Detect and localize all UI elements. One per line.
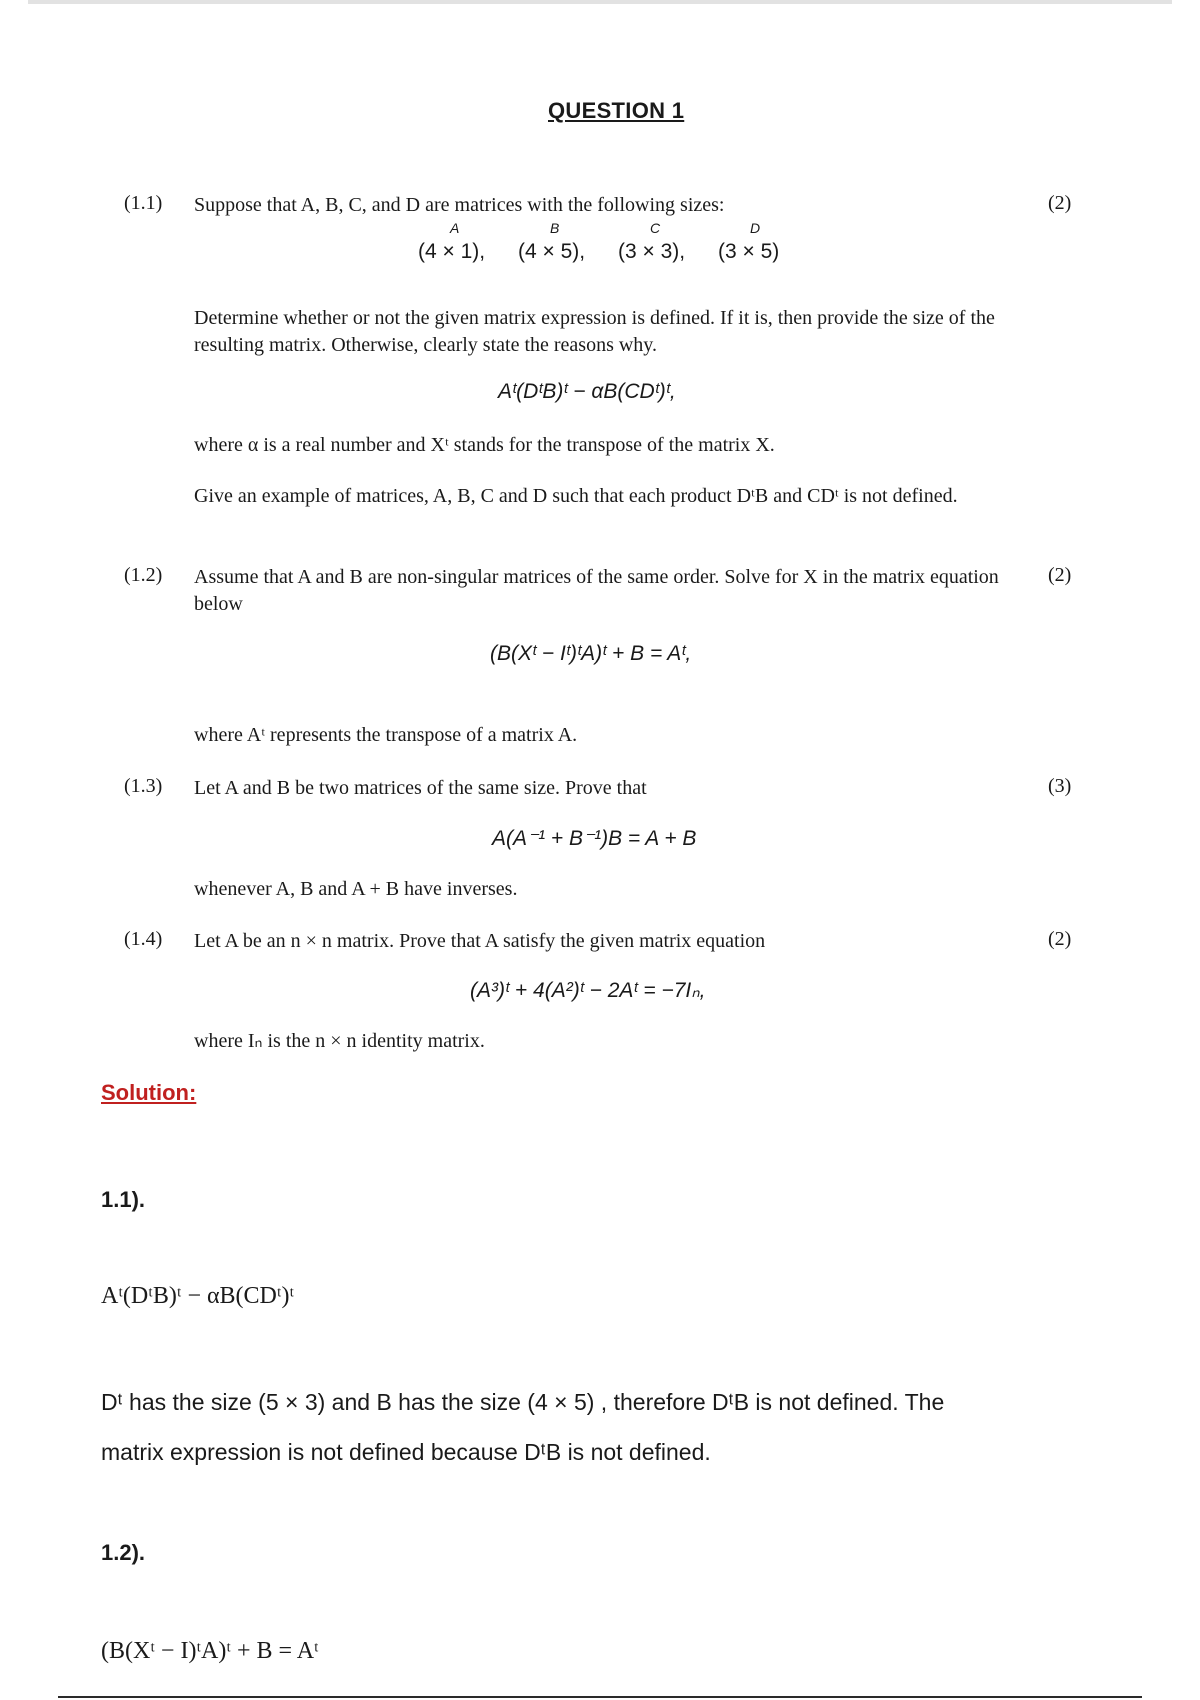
solution-1-1-line1: Dᵗ has the size (5 × 3) and B has the size (4 × 5) , therefore DᵗB is not defined. The [101, 1389, 945, 1415]
q1-2-number: (1.2) [124, 564, 163, 586]
q1-4-equation: (A³)ᵗ + 4(A²)ᵗ − 2Aᵗ = −7Iₙ, [470, 979, 706, 1002]
solution-1-2-label: 1.2). [101, 1540, 146, 1565]
top-border [28, 0, 1172, 4]
size-a-dims: (4 × 1), [418, 240, 486, 263]
q1-2-equation: (B(Xᵗ − Iᵗ)ᵗA)ᵗ + B = Aᵗ, [490, 642, 692, 665]
size-c [618, 220, 686, 264]
solution-1-1-label: 1.1). [101, 1187, 146, 1212]
q1-3-equation: A(A⁻¹ + B⁻¹)B = A + B [492, 827, 697, 850]
size-c-label: C [650, 220, 661, 236]
size-b [518, 220, 586, 264]
solution-1-1-line2: matrix expression is not defined because DᵗB is not defined. [101, 1439, 711, 1465]
q1-2-text: Assume that A and B are non-singular matrices of the same order. Solve for X in the matrix equation below [194, 566, 999, 615]
size-d-label: D [750, 220, 761, 236]
size-b-dims: (4 × 5), [518, 240, 586, 263]
size-d-dims: (3 × 5) [718, 240, 780, 263]
solution-1-1-expression: Aᵗ(DᵗB)ᵗ − αB(CDᵗ)ᵗ [101, 1283, 295, 1309]
q1-2-marks: (2) [1048, 564, 1072, 586]
solution-heading: Solution: [101, 1080, 197, 1105]
size-a-label: A [450, 220, 460, 236]
q1-1-where: where α is a real number and Xᵗ stands for the transpose of the matrix X. [194, 434, 775, 456]
size-b-label: B [550, 220, 560, 236]
q1-4-where: where Iₙ is the n × n identity matrix. [194, 1030, 485, 1052]
q1-4-text: Let A be an n × n matrix. Prove that A satisfy the given matrix equation [194, 930, 766, 952]
matrix-sizes [0, 220, 1200, 280]
q1-2-where: where Aᵗ represents the transpose of a matrix A. [194, 724, 578, 746]
q1-1-intro: Suppose that A, B, C, and D are matrices with the following sizes: [194, 194, 725, 216]
q1-3-where: whenever A, B and A + B have inverses. [194, 878, 518, 900]
size-a [418, 220, 486, 264]
q1-1-expression: Aᵗ(DᵗB)ᵗ − αB(CDᵗ)ᵗ, [498, 380, 676, 403]
size-d [718, 220, 780, 264]
bottom-rule [58, 1696, 1142, 1698]
q1-3-text: Let A and B be two matrices of the same size. Prove that [194, 777, 647, 799]
solution-1-2-expression: (B(Xᵗ − I)ᵗA)ᵗ + B = Aᵗ [101, 1638, 319, 1664]
size-c-dims: (3 × 3), [618, 240, 686, 263]
q1-1-instruction: Determine whether or not the given matrix expression is defined. If it is, then provide the size of the resulting matrix. Otherwise, clearly state the reasons why. [194, 307, 995, 356]
q1-4-marks: (2) [1048, 928, 1072, 950]
q1-3-number: (1.3) [124, 775, 163, 797]
q1-4-number: (1.4) [124, 928, 163, 950]
page-title: QUESTION 1 [548, 98, 685, 123]
q1-1-number: (1.1) [124, 192, 163, 214]
q1-1-example: Give an example of matrices, A, B, C and D such that each product DᵗB and CDᵗ is not defined. [194, 485, 958, 507]
q1-1-marks: (2) [1048, 192, 1072, 214]
q1-3-marks: (3) [1048, 775, 1072, 797]
